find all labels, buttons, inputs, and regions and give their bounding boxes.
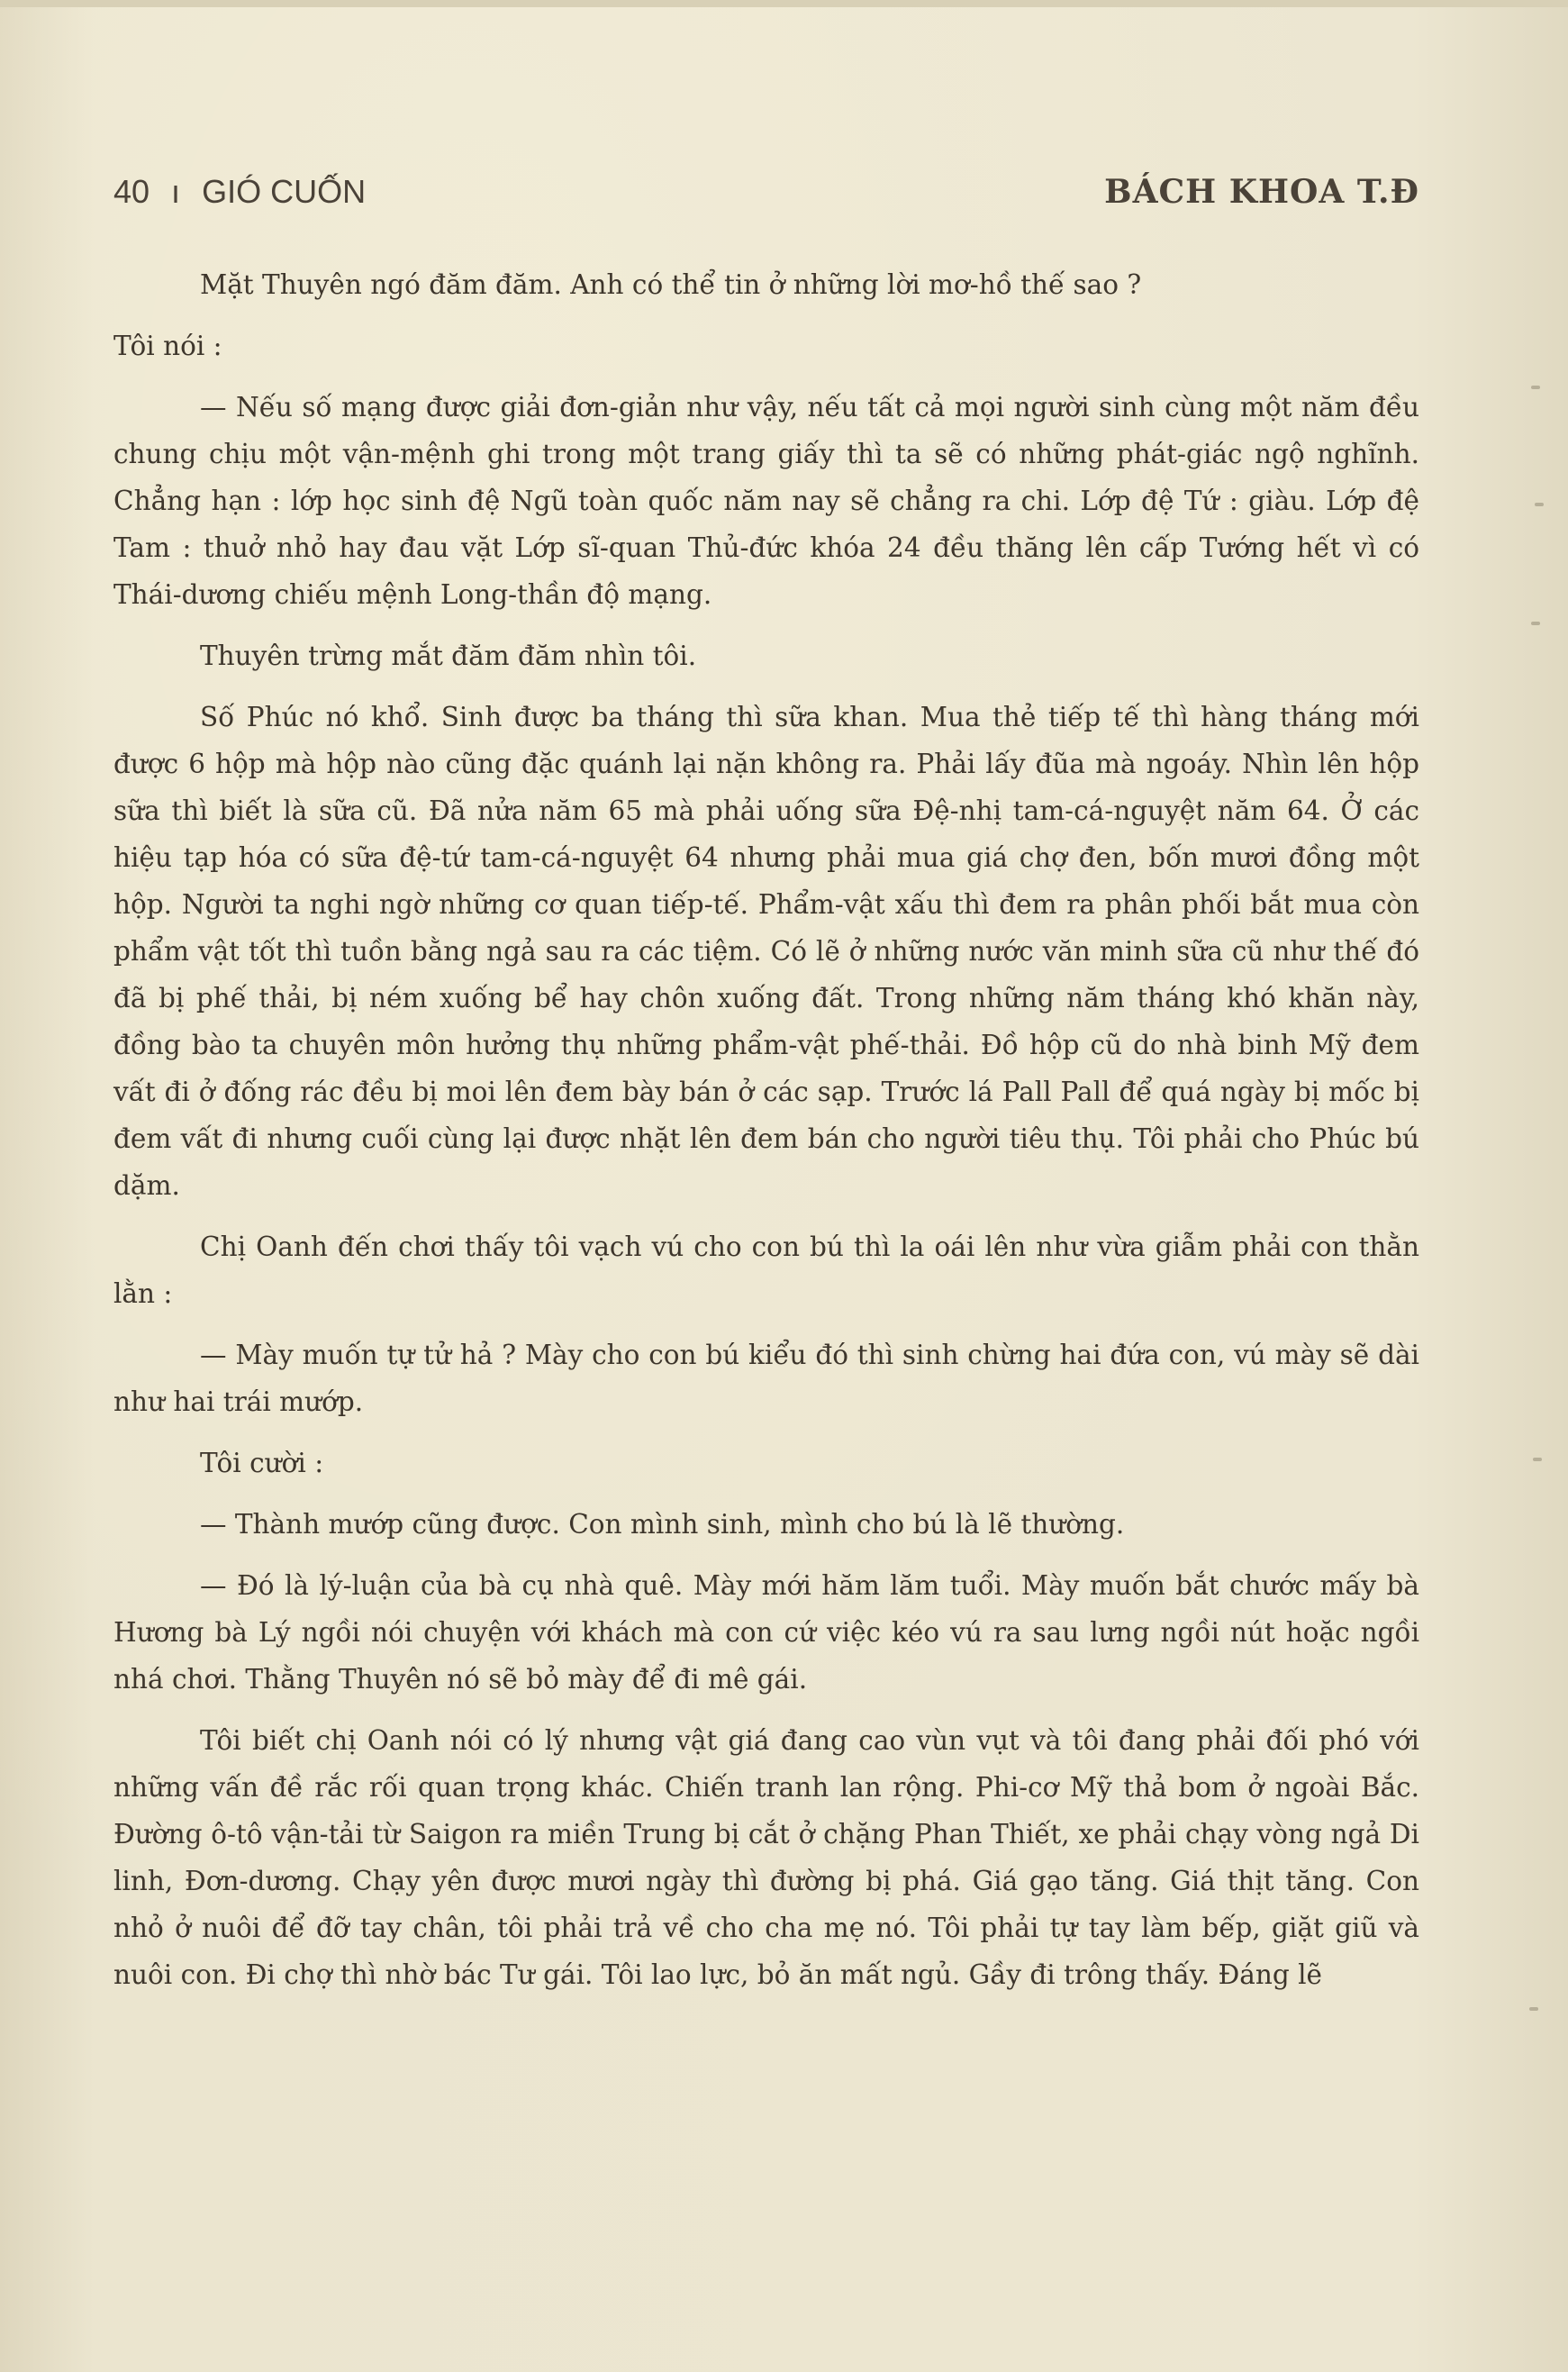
section-title: GIÓ CUỐN [202, 173, 367, 210]
margin-speck [1533, 1458, 1542, 1461]
paragraph: — Thành mướp cũng được. Con mình sinh, mình cho bú là lẽ thường. [200, 1509, 1125, 1540]
margin-speck [1535, 503, 1544, 506]
publication-title: BÁCH KHOA T.Đ [1104, 173, 1419, 211]
paragraph: — Nếu số mạng được giải đơn-giản như vậy, nếu tất cả mọi người sinh cùng một năm đều chung chịu một vận-mệnh ghi trong một trang giấy thì ta sẽ có những phát-giác ngộ nghĩnh. Chẳng hạn : lớp học sinh đệ Ngũ toàn quốc năm nay sẽ chẳng ra chi. Lớp đệ Tứ : giàu. Lớp đệ Tam : thuở nhỏ hay đau vặt Lớp sĩ-quan Thủ-đức khóa 24 đều thăng lên cấp Tướng hết vì có Thái-dương chiếu mệnh Long-thần độ mạng. [113, 392, 1419, 610]
paragraph: Thuyên trừng mắt đăm đăm nhìn tôi. [200, 641, 697, 671]
paragraph: Mặt Thuyên ngó đăm đăm. Anh có thể tin ở những lời mơ-hồ thế sao ? [200, 269, 1142, 300]
paragraph: — Đó là lý-luận của bà cụ nhà quê. Mày mới hăm lăm tuổi. Mày muốn bắt chước mấy bà Hương bà Lý ngồi nói chuyện với khách mà con cứ việc kéo vú ra sau lưng ngồi nút hoặc ngồi nhá chơi. Thằng Thuyên nó sẽ bỏ mày để đi mê gái. [113, 1570, 1419, 1695]
body-text [113, 261, 1419, 2013]
paragraph: Số Phúc nó khổ. Sinh được ba tháng thì sữa khan. Mua thẻ tiếp tế thì hàng tháng mới được 6 hộp mà hộp nào cũng đặc quánh lại nặn không ra. Phải lấy đũa mà ngoáy. Nhìn lên hộp sữa thì biết là sữa cũ. Đã nửa năm 65 mà phải uống sữa Đệ-nhị tam-cá-nguyệt năm 64. Ở các hiệu tạp hóa có sữa đệ-tứ tam-cá-nguyệt 64 nhưng phải mua giá chợ đen, bốn mươi đồng một hộp. Người ta nghi ngờ những cơ quan tiếp-tế. Phẩm-vật xấu thì đem ra phân phối bắt mua còn phẩm vật tốt thì tuồn bằng ngả sau ra các tiệm. Có lẽ ở những nước văn minh sữa cũ như thế đó đã bị phế thải, bị ném xuống bể hay chôn xuống đất. Trong những năm tháng khó khăn này, đồng bào ta chuyên môn hưởng thụ những phẩm-vật phế-thải. Đồ hộp cũ do nhà binh Mỹ đem vất đi ở đống rác đều bị moi lên đem bày bán ở các sạp. Trước lá Pall Pall để quá ngày bị mốc bị đem vất đi nhưng cuối cùng lại được nhặt lên đem bán cho người tiêu thụ. Tôi phải cho Phúc bú dặm. [113, 702, 1419, 1201]
margin-speck [1531, 386, 1540, 389]
page-number: 40 [113, 173, 150, 210]
paragraph: Tôi cười : [200, 1448, 324, 1478]
paragraph: Chị Oanh đến chơi thấy tôi vạch vú cho con bú thì la oái lên như vừa giẫm phải con thằn lằn : [113, 1231, 1419, 1309]
header-left [113, 173, 387, 211]
running-header [113, 173, 1419, 227]
page-top-edge [0, 0, 1568, 7]
paragraph: Tôi nói : [113, 331, 222, 361]
paragraph: Tôi biết chị Oanh nói có lý nhưng vật giá đang cao vùn vụt và tôi đang phải đối phó với những vấn đề rắc rối quan trọng khác. Chiến tranh lan rộng. Phi-cơ Mỹ thả bom ở ngoài Bắc. Đường ô-tô vận-tải từ Saigon ra miền Trung bị cắt ở chặng Phan Thiết, xe phải chạy vòng ngả Di linh, Đơn-dương. Chạy yên được mươi ngày thì đường bị phá. Giá gạo tăng. Giá thịt tăng. Con nhỏ ở nuôi để đỡ tay chân, tôi phải trả về cho cha mẹ nó. Tôi phải tự tay làm bếp, giặt giũ và nuôi con. Đi chợ thì nhờ bác Tư gái. Tôi lao lực, bỏ ăn mất ngủ. Gầy đi trông thấy. Đáng lẽ [113, 1725, 1419, 1990]
paragraph: — Mày muốn tự tử hả ? Mày cho con bú kiểu đó thì sinh chừng hai đứa con, vú mày sẽ dài như hai trái mướp. [113, 1340, 1419, 1417]
margin-speck [1529, 2007, 1538, 2011]
header-separator: ı [171, 173, 181, 210]
margin-speck [1531, 622, 1540, 625]
